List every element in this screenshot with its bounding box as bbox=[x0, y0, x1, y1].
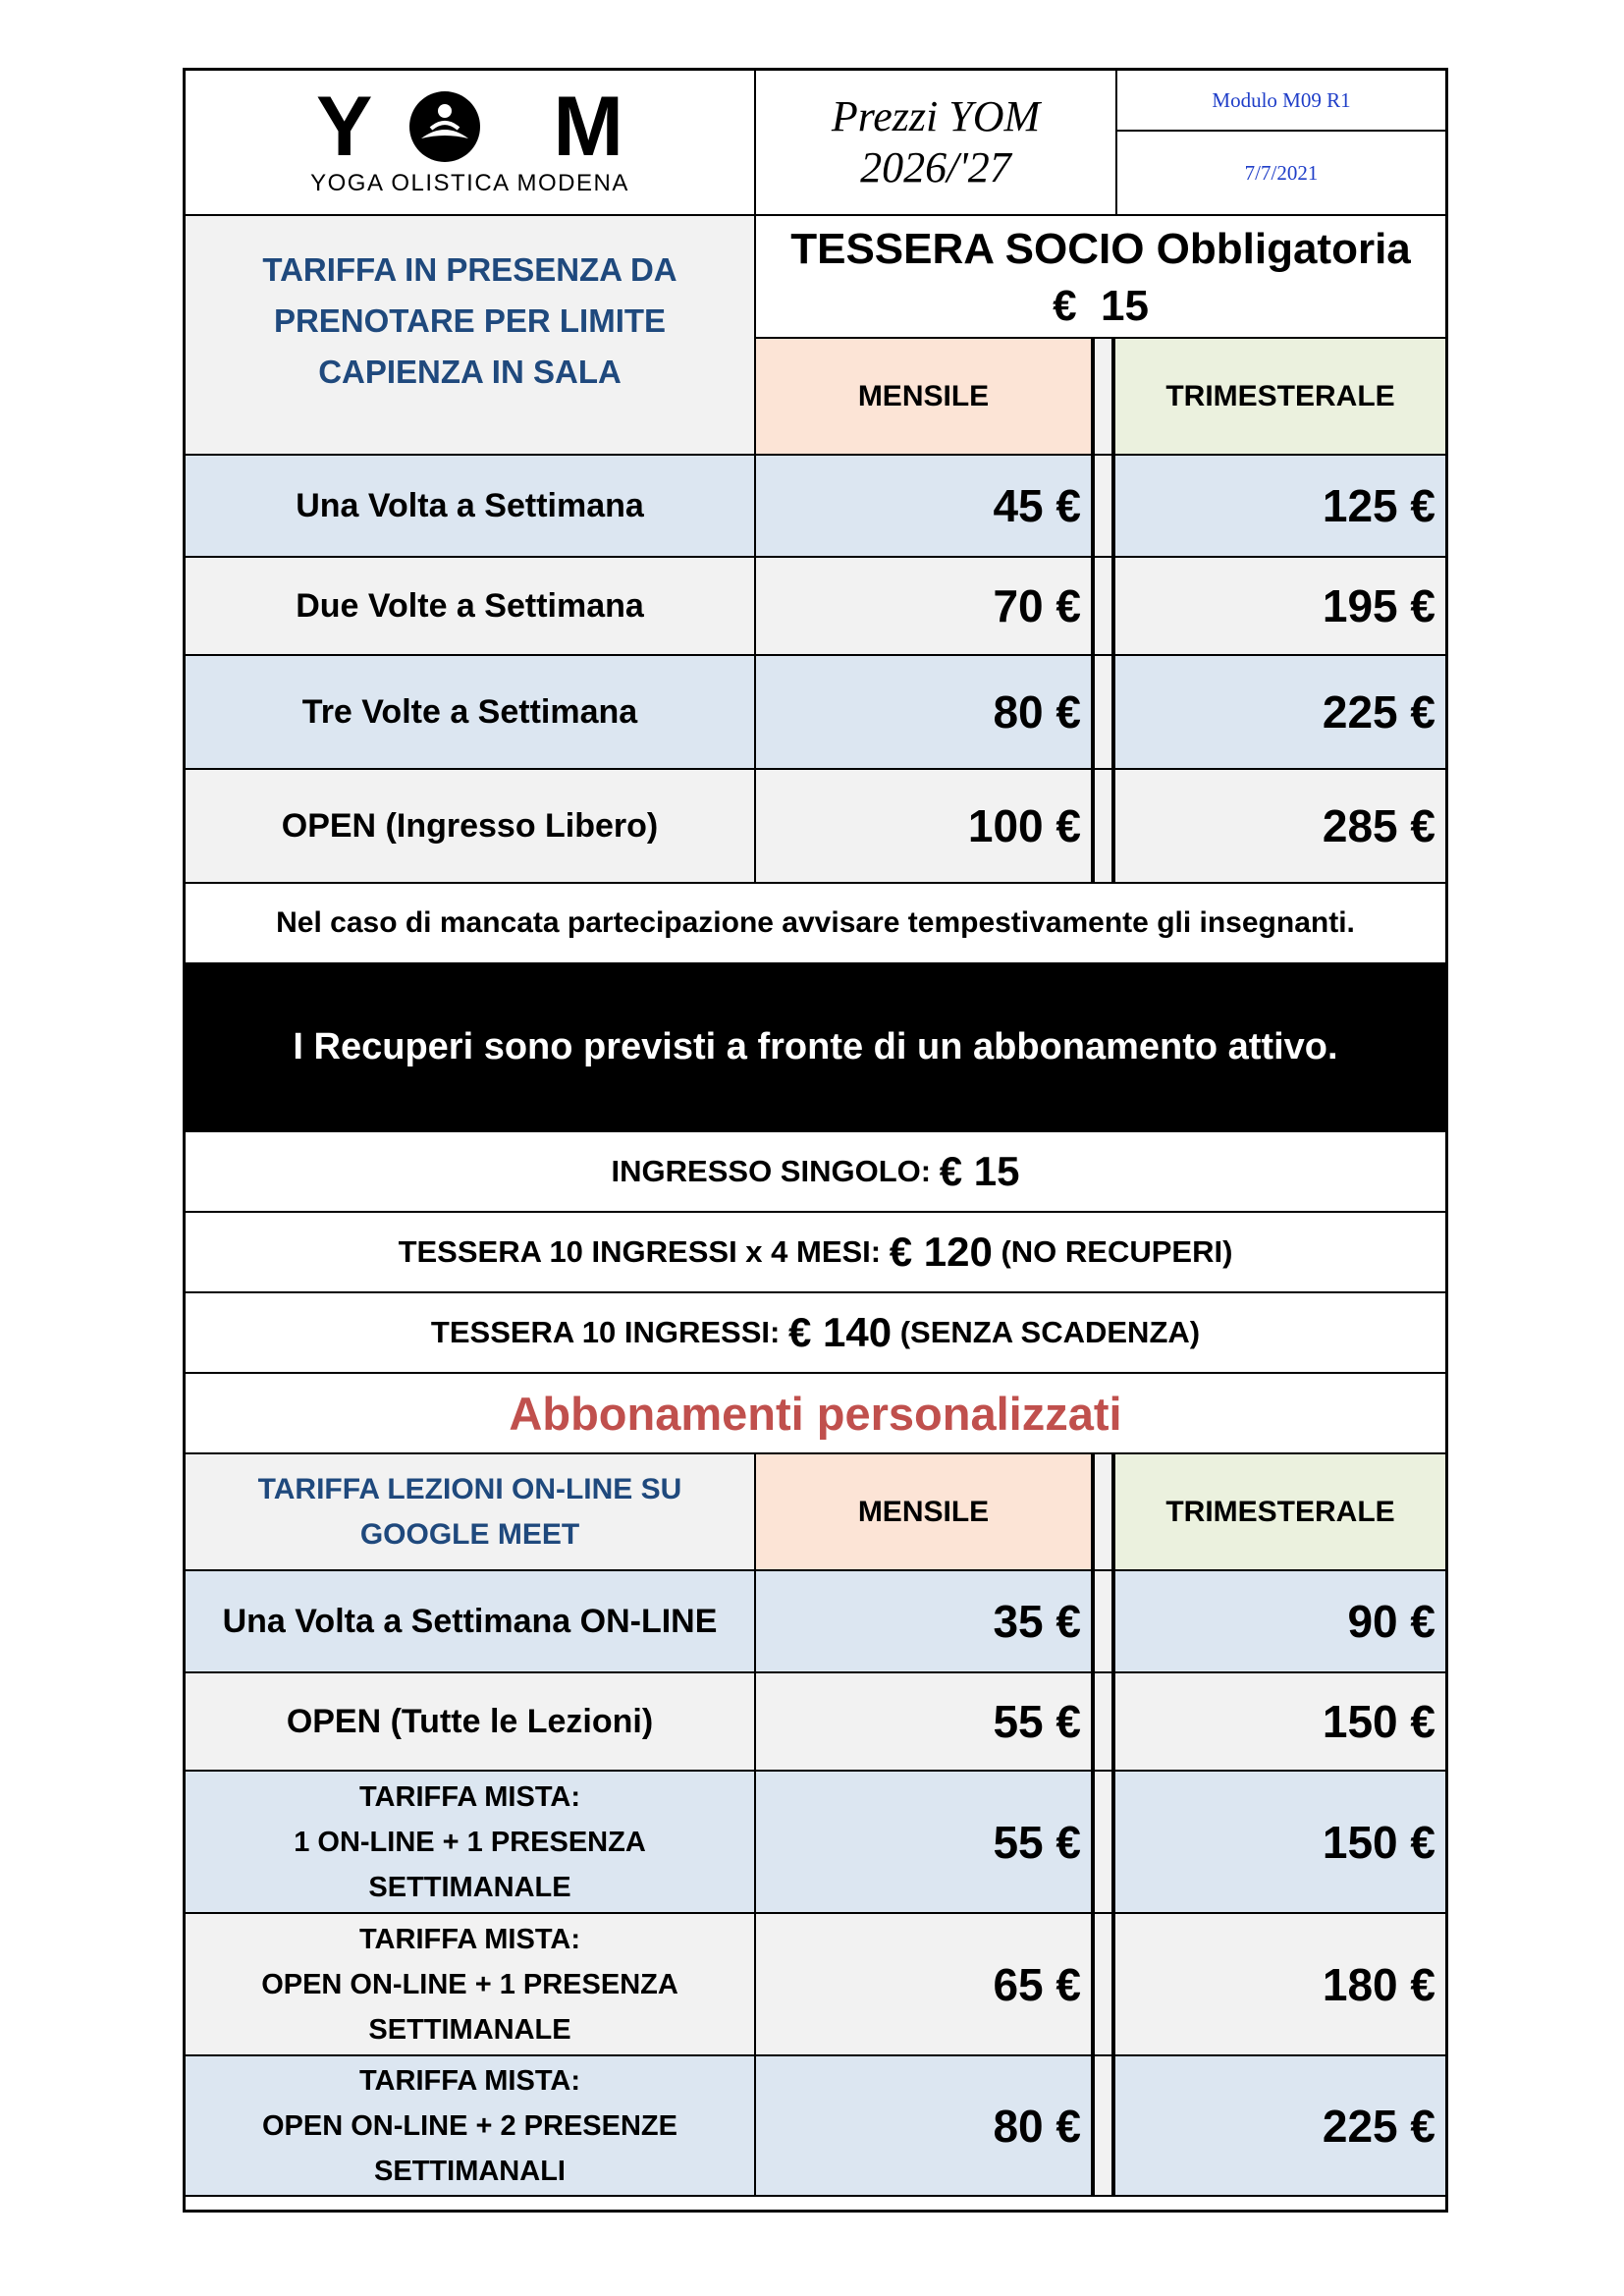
notice: Nel caso di mancata partecipazione avvisare tempestivamente gli insegnanti. bbox=[186, 882, 1445, 962]
col-header-monthly: MENSILE bbox=[754, 337, 1091, 454]
extra-suffix: (NO RECUPERI) bbox=[992, 1234, 1233, 1269]
column-separator bbox=[1091, 556, 1115, 654]
logo-letter-y: Y bbox=[315, 80, 375, 174]
column-separator bbox=[1091, 1569, 1115, 1671]
custom-subscriptions: Abbonamenti personalizzati bbox=[186, 1374, 1445, 1454]
label-line: TARIFFA MISTA: bbox=[359, 1923, 580, 1955]
extra-label: INGRESSO SINGOLO: bbox=[611, 1154, 940, 1188]
col-header-quarterly: TRIMESTERALE bbox=[1115, 337, 1445, 454]
membership-title: TESSERA SOCIO Obbligatoria bbox=[790, 224, 1411, 273]
presence-row-monthly: 45 € bbox=[754, 454, 1091, 556]
presence-row-quarterly: 125 € bbox=[1115, 454, 1445, 556]
online-row-label bbox=[186, 1912, 754, 2054]
label-line: SETTIMANALI bbox=[374, 2155, 566, 2187]
extra-label: TESSERA 10 INGRESSI: bbox=[430, 1315, 788, 1349]
extra-price: € 140 bbox=[787, 1309, 893, 1355]
label-line: SETTIMANALE bbox=[368, 2013, 571, 2046]
online-row-monthly: 55 € bbox=[754, 1770, 1091, 1912]
label-line: SETTIMANALE bbox=[368, 1871, 571, 1903]
module-code: Modulo M09 R1 bbox=[1115, 71, 1445, 132]
logo-mark bbox=[315, 80, 623, 174]
extra-10-entries bbox=[186, 1293, 1445, 1374]
presence-title-text: TARIFFA IN PRESENZA DA PRENOTARE PER LIMITE CAPIENZA IN SALA bbox=[262, 251, 677, 390]
label-line: TARIFFA MISTA: bbox=[359, 2064, 580, 2097]
module-date: 7/7/2021 bbox=[1115, 132, 1445, 214]
online-row-label: OPEN (Tutte le Lezioni) bbox=[186, 1671, 754, 1770]
online-row-quarterly: 150 € bbox=[1115, 1671, 1445, 1770]
column-separator bbox=[1091, 1912, 1115, 2054]
online-title-line1: TARIFFA LEZIONI ON-LINE SU bbox=[257, 1472, 682, 1505]
col-header-quarterly: TRIMESTERALE bbox=[1115, 1454, 1445, 1569]
online-row-label bbox=[186, 1770, 754, 1912]
extra-single-entry bbox=[186, 1132, 1445, 1213]
presence-row-monthly: 70 € bbox=[754, 556, 1091, 654]
lotus-icon bbox=[407, 89, 482, 164]
presence-row-label: Due Volte a Settimana bbox=[186, 556, 754, 654]
online-row-quarterly: 225 € bbox=[1115, 2054, 1445, 2197]
label-line: 1 ON-LINE + 1 PRESENZA bbox=[294, 1826, 646, 1858]
online-row-quarterly: 150 € bbox=[1115, 1770, 1445, 1912]
online-row-quarterly: 90 € bbox=[1115, 1569, 1445, 1671]
presence-row-quarterly: 285 € bbox=[1115, 768, 1445, 882]
column-separator bbox=[1091, 337, 1115, 454]
doc-title-line1: Prezzi YOM bbox=[831, 92, 1041, 140]
presence-row-label: Tre Volte a Settimana bbox=[186, 654, 754, 768]
column-separator bbox=[1091, 768, 1115, 882]
col-header-monthly: MENSILE bbox=[754, 1454, 1091, 1569]
online-row-quarterly: 180 € bbox=[1115, 1912, 1445, 2054]
presence-row-monthly: 80 € bbox=[754, 654, 1091, 768]
doc-title-year: 2026/'27 bbox=[860, 143, 1011, 191]
online-title bbox=[186, 1454, 754, 1569]
logo-subtitle: YOGA OLISTICA MODENA bbox=[310, 170, 629, 196]
online-title-line2: GOOGLE MEET bbox=[359, 1517, 580, 1551]
presence-row-label: OPEN (Ingresso Libero) bbox=[186, 768, 754, 882]
column-separator bbox=[1091, 1770, 1115, 1912]
extra-10-entries-4-months bbox=[186, 1213, 1445, 1293]
online-row-monthly: 55 € bbox=[754, 1671, 1091, 1770]
label-line: OPEN ON-LINE + 1 PRESENZA bbox=[261, 1968, 678, 2000]
online-row-monthly: 35 € bbox=[754, 1569, 1091, 1671]
presence-title bbox=[186, 214, 754, 454]
column-separator bbox=[1091, 1454, 1115, 1569]
column-separator bbox=[1091, 2054, 1115, 2197]
logo-letter-m: M bbox=[553, 80, 623, 174]
presence-row-quarterly: 225 € bbox=[1115, 654, 1445, 768]
extra-price: € 15 bbox=[939, 1148, 1020, 1194]
online-row-monthly: 65 € bbox=[754, 1912, 1091, 2054]
extra-price: € 120 bbox=[889, 1229, 993, 1275]
online-row-label: Una Volta a Settimana ON-LINE bbox=[186, 1569, 754, 1671]
presence-row-label: Una Volta a Settimana bbox=[186, 454, 754, 556]
online-row-label bbox=[186, 2054, 754, 2197]
label-line: TARIFFA MISTA: bbox=[359, 1780, 580, 1813]
logo bbox=[186, 71, 754, 214]
membership-price: € 15 bbox=[1053, 281, 1149, 330]
column-separator bbox=[1091, 654, 1115, 768]
column-separator bbox=[1091, 454, 1115, 556]
column-separator bbox=[1091, 1671, 1115, 1770]
doc-title bbox=[754, 71, 1115, 214]
online-row-monthly: 80 € bbox=[754, 2054, 1091, 2197]
membership-card bbox=[754, 214, 1445, 337]
extra-suffix: (SENZA SCADENZA) bbox=[892, 1315, 1201, 1349]
price-sheet bbox=[183, 68, 1448, 2213]
extra-label: TESSERA 10 INGRESSI x 4 MESI: bbox=[398, 1234, 890, 1269]
presence-row-quarterly: 195 € bbox=[1115, 556, 1445, 654]
presence-row-monthly: 100 € bbox=[754, 768, 1091, 882]
banner: I Recuperi sono previsti a fronte di un abbonamento attivo. bbox=[186, 962, 1445, 1132]
label-line: OPEN ON-LINE + 2 PRESENZE bbox=[261, 2109, 677, 2142]
